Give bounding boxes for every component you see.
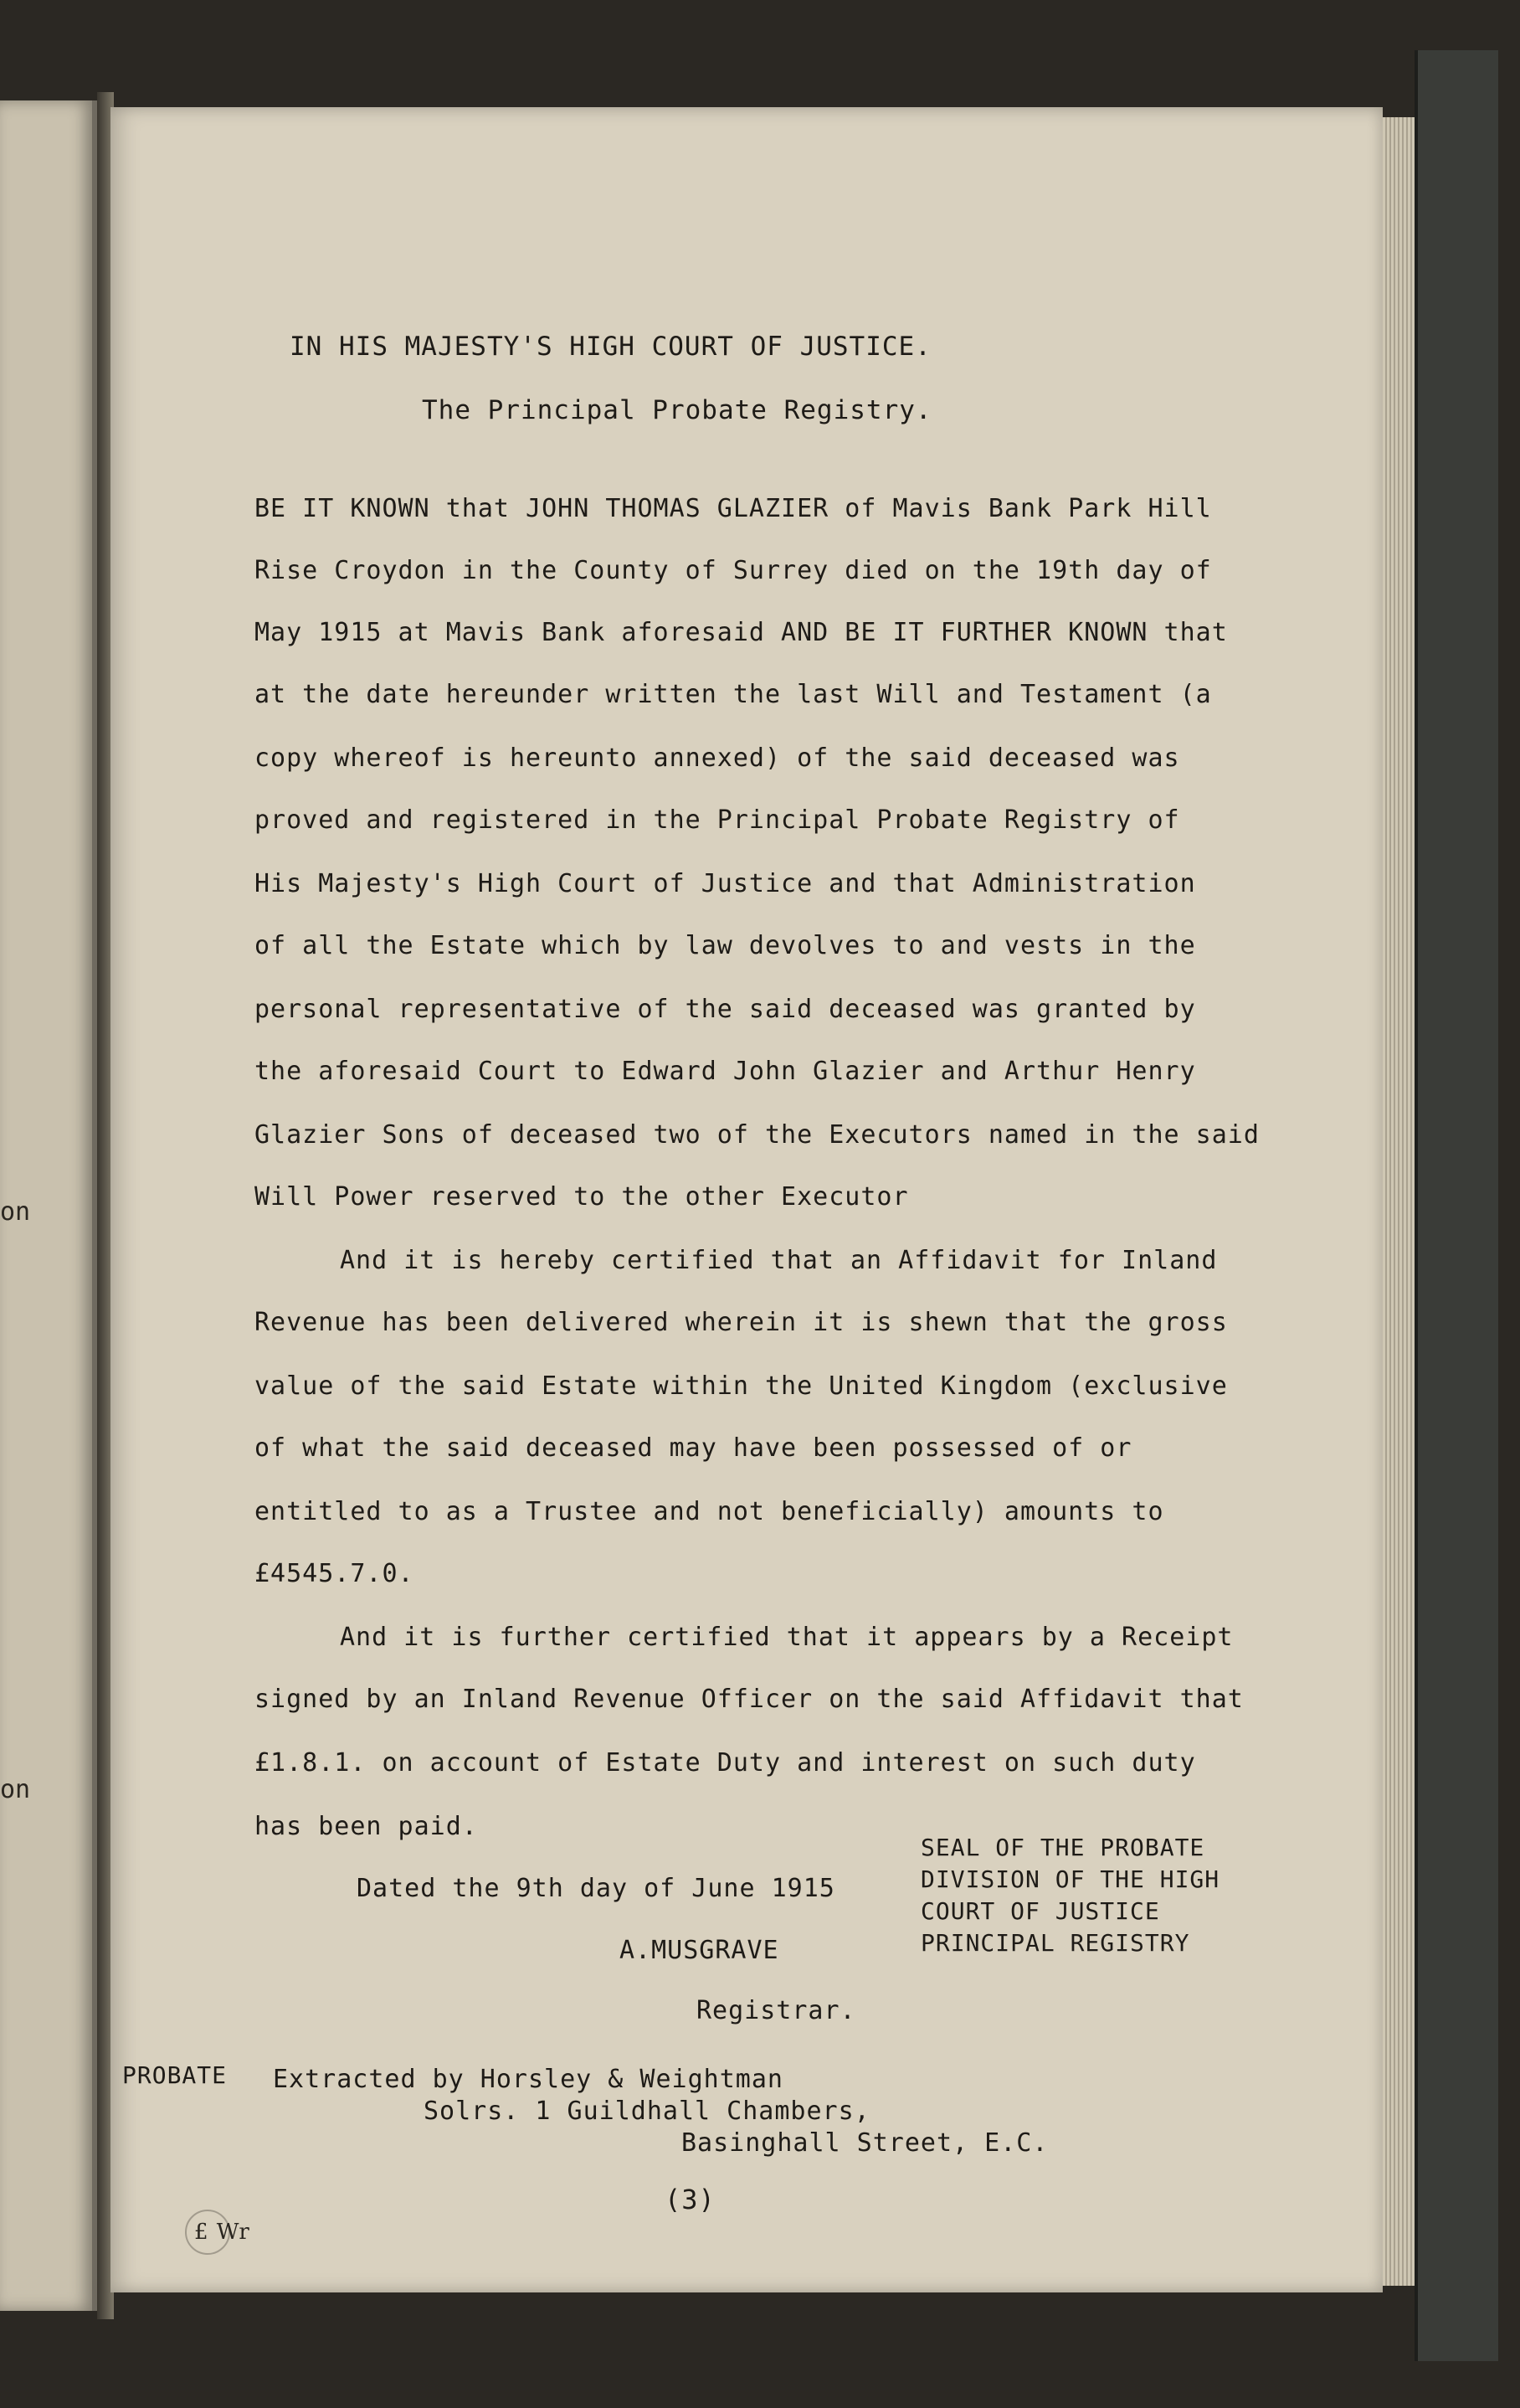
seal-line: COURT OF JUSTICE	[921, 1897, 1160, 1925]
body-line: Revenue has been delivered wherein it is shewn that the gross	[254, 1308, 1228, 1337]
registry-heading: The Principal Probate Registry.	[422, 395, 932, 425]
seal-line: PRINCIPAL REGISTRY	[921, 1929, 1190, 1957]
dated-line: Dated the 9th day of June 1915	[357, 1874, 835, 1903]
body-line: Will Power reserved to the other Executor	[254, 1182, 909, 1212]
body-line: of what the said deceased may have been possessed of or	[254, 1433, 1132, 1463]
body-line: And it is hereby certified that an Affidavit for Inland	[340, 1246, 1218, 1275]
body-line: the aforesaid Court to Edward John Glazier and Arthur Henry	[254, 1057, 1196, 1086]
body-line: proved and registered in the Principal Probate Registry of	[254, 805, 1180, 835]
body-line: value of the said Estate within the United Kingdom (exclusive	[254, 1371, 1228, 1401]
body-line: of all the Estate which by law devolves to and vests in the	[254, 931, 1196, 960]
seal-line: DIVISION OF THE HIGH	[921, 1865, 1220, 1893]
left-facing-page	[0, 100, 97, 2311]
body-line: at the date hereunder written the last Will and Testament (a	[254, 680, 1212, 709]
signatory-name: A.MUSGRAVE	[619, 1936, 779, 1965]
extracted-line: Extracted by Horsley & Weightman	[273, 2065, 783, 2094]
left-page-fragment: on	[0, 1197, 31, 1227]
left-page-fragment: on	[0, 1775, 31, 1804]
body-line: copy whereof is hereunto annexed) of the said deceased was	[254, 743, 1180, 773]
court-heading: IN HIS MAJESTY'S HIGH COURT OF JUSTICE.	[290, 332, 932, 362]
body-line: signed by an Inland Revenue Officer on the said Affidavit that	[254, 1685, 1244, 1714]
seal-line: SEAL OF THE PROBATE	[921, 1834, 1205, 1861]
estate-value: £4545.7.0.	[254, 1559, 414, 1588]
body-line: His Majesty's High Court of Justice and that Administration	[254, 869, 1196, 898]
margin-note: PROBATE	[122, 2061, 228, 2089]
ink-stamp-mark	[182, 2204, 266, 2271]
body-line: has been paid.	[254, 1812, 478, 1841]
signatory-title: Registrar.	[696, 1996, 856, 2025]
extracted-line: Solrs. 1 Guildhall Chambers,	[424, 2097, 870, 2126]
body-line: And it is further certified that it appears by a Receipt	[340, 1623, 1234, 1652]
extracted-line: Basinghall Street, E.C.	[681, 2128, 1049, 2158]
page-edges	[1383, 117, 1415, 2286]
stamp-mark-text: £ Wr	[194, 2220, 250, 2245]
body-line: BE IT KNOWN that JOHN THOMAS GLAZIER of Mavis Bank Park Hill	[254, 494, 1212, 523]
body-line: £1.8.1. on account of Estate Duty and interest on such duty	[254, 1748, 1196, 1778]
body-line: Rise Croydon in the County of Surrey died on the 19th day of	[254, 556, 1212, 585]
body-line: May 1915 at Mavis Bank aforesaid AND BE IT FURTHER KNOWN that	[254, 618, 1228, 647]
body-line: personal representative of the said deceased was granted by	[254, 995, 1196, 1024]
page-number: (3)	[665, 2184, 716, 2215]
book-cover-edge	[1415, 50, 1498, 2361]
probate-seal-text	[921, 1832, 1220, 1959]
body-line: Glazier Sons of deceased two of the Executors named in the said	[254, 1120, 1260, 1150]
body-line: entitled to as a Trustee and not beneficially) amounts to	[254, 1497, 1164, 1526]
